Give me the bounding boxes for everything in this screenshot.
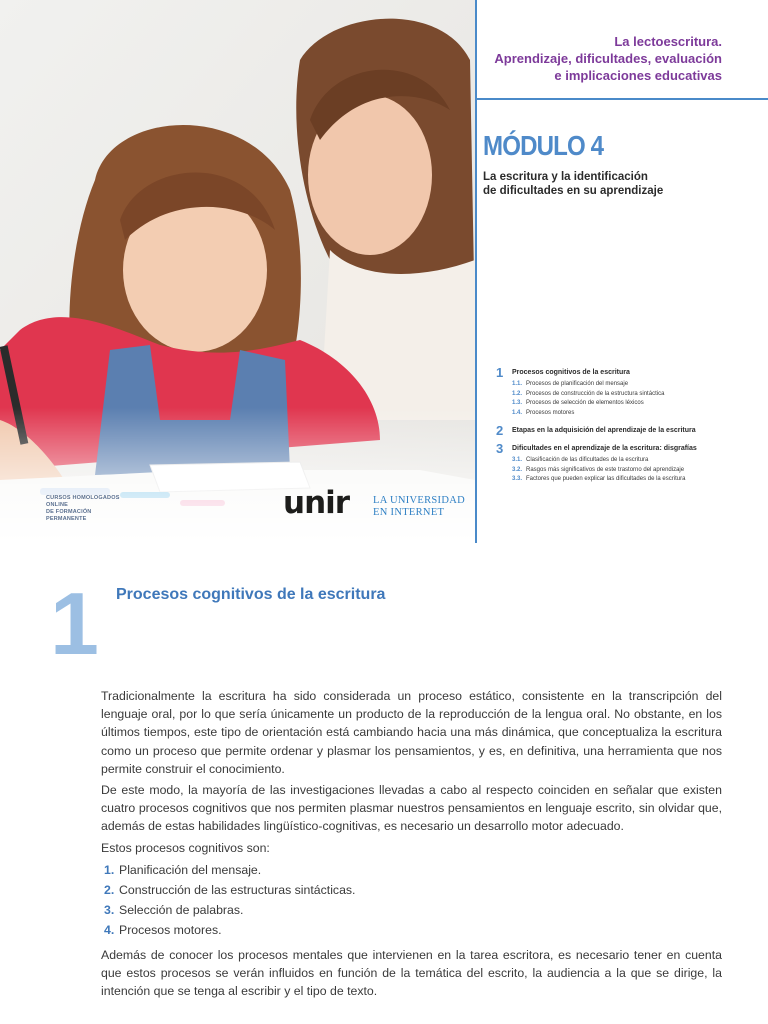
toc-item[interactable] (512, 409, 758, 419)
toc-subitems (512, 456, 758, 485)
list-item-text: Procesos motores. (119, 922, 222, 937)
toc-section-title: Dificultades en el aprendizaje de la escritura: disgrafías (512, 445, 697, 452)
toc-item[interactable] (512, 380, 758, 390)
course-title (494, 33, 722, 84)
toc-item-label: Clasificación de las dificultades de la escritura (526, 457, 649, 463)
cover-photo (0, 0, 475, 543)
toc-section-title: Etapas en la adquisición del aprendizaje de la escritura (512, 427, 696, 434)
tagline-line: EN INTERNET (373, 507, 445, 518)
list-item-text: Planificación del mensaje. (119, 862, 262, 877)
program-line: PERMANENTE (46, 516, 87, 522)
toc-item-number: 1.2. (512, 390, 523, 397)
list-item-text: Construcción de las estructuras sintácticas. (119, 882, 356, 897)
vertical-divider (475, 0, 477, 543)
toc-item[interactable] (512, 475, 758, 485)
paragraph: Además de conocer los procesos mentales que intervienen en la tarea escritora, es necesario tener en cuenta que estos procesos se verán influidos en función de la temática del escrito, la audiencia a la que se dirige, la intención que se tenga al escribir y el tipo de texto. (101, 947, 722, 999)
toc-subitems (512, 380, 758, 418)
toc-item-label: Procesos de construcción de la estructura sintáctica (526, 390, 665, 397)
toc-section-number: 2 (496, 423, 504, 438)
toc-item[interactable] (512, 466, 758, 476)
toc-section-number: 1 (496, 365, 504, 380)
list-item (104, 920, 722, 940)
list-item-number: 1. (104, 862, 115, 877)
header-divider (476, 98, 768, 100)
toc-section-title: Procesos cognitivos de la escritura (512, 369, 630, 376)
module-heading: MÓDULO 4 (483, 130, 604, 161)
list-item-number: 3. (104, 902, 115, 917)
program-line: DE FORMACIÓN (46, 509, 92, 515)
section-body (101, 687, 722, 1003)
toc-item-number: 3.3. (512, 476, 523, 482)
course-title-line: e implicaciones educativas (554, 68, 722, 83)
table-of-contents (496, 366, 758, 491)
toc-item-number: 3.1. (512, 457, 523, 463)
section-title: Procesos cognitivos de la escritura (116, 586, 386, 603)
paragraph: Tradicionalmente la escritura ha sido considerada un proceso estático, consistente en la transcripción del lenguaje oral, por lo que sería únicamente un producto de la reproducción de la lengua oral. No obstante, en los últimos tiempos, este tipo de orientación está cambiando hacia una más dinámica, que conceptualiza la escritura como un proceso que permite ordenar y plasmar los pensamientos, y es, en definitiva, una herramienta que nos permite construir el conocimiento. (101, 689, 722, 776)
list-item (104, 880, 722, 900)
toc-section-1[interactable] (496, 366, 758, 418)
toc-item-number: 1.3. (512, 400, 523, 406)
course-title-line: Aprendizaje, dificultades, evaluación (494, 51, 722, 66)
tagline-line: LA UNIVERSIDAD (373, 495, 465, 506)
module-subtitle (483, 170, 663, 198)
list-item (104, 860, 722, 880)
paragraph: De este modo, la mayoría de las investigaciones llevadas a cabo al respecto coinciden en señalar que existen cuatro procesos cognitivos que nos permiten plasmar nuestros pensamientos en lenguaje escrito, sin olvidar que, además de estas habilidades lingüístico-cognitivas, es necesario un desarrollo motor adecuado. (101, 783, 722, 834)
section-number: 1 (50, 574, 99, 673)
toc-item-label: Factores que pueden explicar las dificultades de la escritura (526, 476, 686, 482)
toc-item[interactable] (512, 456, 758, 466)
list-item (104, 900, 722, 920)
course-title-line: La lectoescritura. (614, 34, 722, 49)
unir-tagline (373, 495, 465, 519)
toc-section-2[interactable] (496, 424, 758, 436)
program-label (46, 495, 120, 523)
toc-section-3[interactable] (496, 442, 758, 485)
list-item-number: 2. (104, 882, 115, 897)
list-item-number: 4. (104, 922, 115, 937)
module-subtitle-line: La escritura y la identificación (483, 171, 648, 183)
toc-section-number: 3 (496, 441, 504, 456)
toc-item-number: 1.1. (512, 381, 523, 387)
toc-item[interactable] (512, 399, 758, 409)
program-line: CURSOS HOMOLOGADOS (46, 495, 120, 501)
toc-item-label: Procesos de planificación del mensaje (526, 381, 629, 387)
program-line: ONLINE (46, 502, 68, 508)
toc-item-number: 3.2. (512, 466, 523, 473)
toc-item-number: 1.4. (512, 409, 523, 416)
mother-daughter-writing-illustration (0, 0, 475, 543)
toc-item-label: Procesos de selección de elementos léxicos (526, 400, 644, 406)
module-subtitle-line: de dificultades en su aprendizaje (483, 185, 664, 197)
toc-item[interactable] (512, 390, 758, 400)
list-item-text: Selección de palabras. (119, 902, 244, 917)
toc-item-label: Rasgos más significativos de este trastorno del aprendizaje (526, 466, 685, 473)
toc-item-label: Procesos motores (526, 409, 575, 416)
paragraph: Estos procesos cognitivos son: (101, 840, 270, 855)
unir-logo: unir (283, 485, 350, 521)
process-list (104, 860, 722, 940)
